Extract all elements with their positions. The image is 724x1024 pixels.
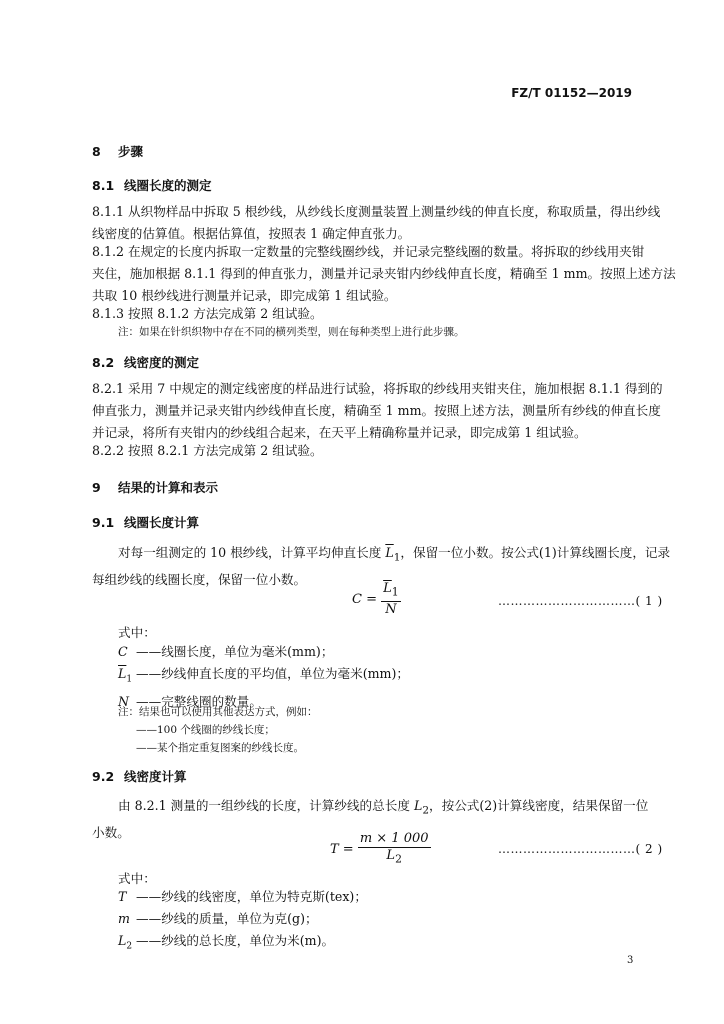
clause-number: 8.2.1 [92, 381, 125, 396]
where-label-1: 式中： [118, 625, 156, 640]
variable-description: ——纱线的总长度，单位为米(m)。 [136, 933, 335, 948]
note-2 [118, 703, 318, 757]
formula-2 [330, 832, 431, 867]
subsection-title: 线圈长度计算 [124, 515, 200, 530]
where-label-2: 式中： [118, 871, 156, 886]
symbol-L1: $\overline{L}$ [385, 545, 394, 560]
paragraph-8-1-3 [92, 303, 323, 325]
variable-description: ——纱线的质量，单位为克(g)； [136, 911, 318, 926]
variable-item [118, 930, 367, 958]
formula-lhs: T = [330, 841, 354, 857]
subsection-number: 9.2 [92, 769, 115, 784]
formula-2-leader [498, 842, 663, 856]
page-number: 3 [627, 955, 634, 966]
variable-item [118, 641, 409, 663]
variable-list-2 [118, 886, 367, 958]
equation-number: ( 1 ) [635, 594, 663, 608]
paragraph-line: 从织物样品中拆取 5 根纱线，从纱线长度测量装置上测量纱线的伸直长度，称取质量，得出纱线 [128, 204, 661, 219]
subsection-8-2-heading [92, 353, 199, 371]
paragraph-line: 共取 10 根纱线进行测量并记录，即完成第 1 组试验。 [92, 288, 397, 303]
variable-item [118, 908, 367, 930]
paragraph-line: 伸直张力，测量并记录夹钳内纱线伸直长度，精确至 1 mm。按照上述方法，测量所有纱线的伸直长度 [92, 403, 661, 418]
variable-description: ——线圈长度，单位为毫米(mm)； [136, 644, 334, 659]
formula-denominator [384, 848, 404, 867]
paragraph-line: 按照 8.1.2 方法完成第 2 组试验。 [128, 306, 323, 321]
formula-1 [352, 582, 401, 617]
paragraph-8-1-2 [92, 241, 676, 307]
paragraph-8-2-2 [92, 440, 323, 462]
variable-symbol: $\overline{L}$ [118, 666, 127, 681]
symbol-subscript: 1 [393, 551, 401, 564]
subsection-9-2-heading [92, 767, 187, 785]
paragraph-8-1-1 [92, 201, 660, 245]
subsection-8-1-heading [92, 176, 212, 194]
denominator-symbol: L [386, 848, 396, 863]
paragraph-text: 由 8.2.1 测量的一组纱线的长度，计算纱线的总长度 [118, 798, 414, 813]
denominator-symbol: N [385, 601, 397, 617]
paragraph-8-2-1 [92, 378, 663, 444]
symbol-L2: L [413, 798, 423, 813]
variable-description: ——纱线伸直长度的平均值，单位为毫米(mm)； [136, 666, 409, 681]
variable-description: ——完整线圈的数量。 [136, 693, 262, 709]
variable-subscript: 1 [126, 674, 133, 685]
subsection-title: 线密度计算 [124, 769, 187, 784]
paragraph-line: 采用 7 中规定的测定线密度的样品进行试验，将拆取的纱线用夹钳夹住，施加根据 8.1.1 得到的 [128, 381, 663, 396]
formula-fraction [381, 582, 401, 617]
subsection-title: 线密度的测定 [124, 355, 200, 370]
section-title: 结果的计算和表示 [118, 480, 219, 495]
numerator-symbol: $\overline{L}$ [383, 581, 392, 596]
subsection-number: 9.1 [92, 515, 115, 530]
variable-symbol: T [118, 889, 127, 904]
subsection-number: 8.2 [92, 355, 115, 370]
equation-number: ( 2 ) [635, 842, 663, 856]
section-8-heading [92, 142, 143, 160]
paragraph-text: 对每一组测定的 10 根纱线，计算平均伸直长度 [118, 545, 386, 560]
variable-description: ——纱线的线密度，单位为特克斯(tex)； [136, 889, 367, 904]
formula-fraction [358, 832, 431, 867]
section-9-heading [92, 478, 218, 496]
paragraph-line: 在规定的长度内拆取一定数量的完整线圈纱线，并记录完整线圈的数量。将拆取的纱线用夹钳 [128, 244, 645, 259]
section-number: 8 [92, 144, 101, 159]
standard-number: FZ/T 01152—2019 [511, 86, 632, 100]
section-title: 步骤 [118, 144, 144, 159]
note-item: ——某个指定重复图案的纱线长度。 [136, 742, 304, 754]
paragraph-line: 按照 8.2.1 方法完成第 2 组试验。 [128, 443, 323, 458]
formula-1-leader [498, 594, 663, 608]
note-text: 注：结果也可以使用其他表达方式，例如： [118, 706, 318, 718]
paragraph-line: 并记录，将所有夹钳内的纱线组合起来，在天平上精确称量并记录，即完成第 1 组试验。 [92, 425, 587, 440]
formula-lhs: C = [352, 591, 377, 607]
formula-numerator [381, 582, 401, 602]
variable-symbol: m [118, 911, 130, 926]
paragraph-line: 线密度的估算值。根据估算值，按照表 1 确定伸直张力。 [92, 226, 411, 241]
paragraph-line: 夹住，施加根据 8.1.1 得到的伸直张力，测量并记录夹钳内纱线伸直长度，精确至 1 mm。按照上述方法 [92, 266, 676, 281]
variable-symbol: N [118, 693, 130, 709]
variable-symbol: C [118, 644, 128, 659]
denominator-subscript: 2 [395, 852, 402, 866]
variable-subscript: 2 [126, 941, 133, 952]
clause-number: 8.1.3 [92, 306, 125, 321]
subsection-9-1-heading [92, 513, 199, 531]
note-1: 注：如果在针织织物中存在不同的横列类型，则在每种类型上进行此步骤。 [118, 326, 465, 338]
leader-dots: …………………………… [498, 594, 636, 608]
formula-denominator [383, 602, 398, 617]
subsection-number: 8.1 [92, 178, 115, 193]
leader-dots: …………………………… [498, 842, 636, 856]
variable-symbol: L [118, 933, 127, 948]
variable-list-1 [118, 641, 409, 713]
note-item: ——100 个线圈的纱线长度； [136, 724, 275, 736]
paragraph-text: ，保留一位小数。按公式(1)计算线圈长度，记录 [400, 545, 671, 560]
paragraph-line: 小数。 [92, 824, 130, 840]
paragraph-text: ，按公式(2)计算线密度，结果保留一位 [429, 798, 649, 813]
numerator-subscript: 1 [391, 585, 399, 599]
variable-item [118, 663, 409, 691]
subsection-title: 线圈长度的测定 [124, 178, 212, 193]
symbol-subscript: 2 [422, 804, 429, 817]
variable-item [118, 886, 367, 908]
paragraph-line: 每组纱线的线圈长度，保留一位小数。 [92, 571, 307, 587]
clause-number: 8.1.1 [92, 204, 125, 219]
clause-number: 8.2.2 [92, 443, 125, 458]
formula-numerator [358, 832, 431, 848]
clause-number: 8.1.2 [92, 244, 125, 259]
numerator-expression: m × 1 000 [359, 831, 429, 846]
section-number: 9 [92, 480, 101, 495]
